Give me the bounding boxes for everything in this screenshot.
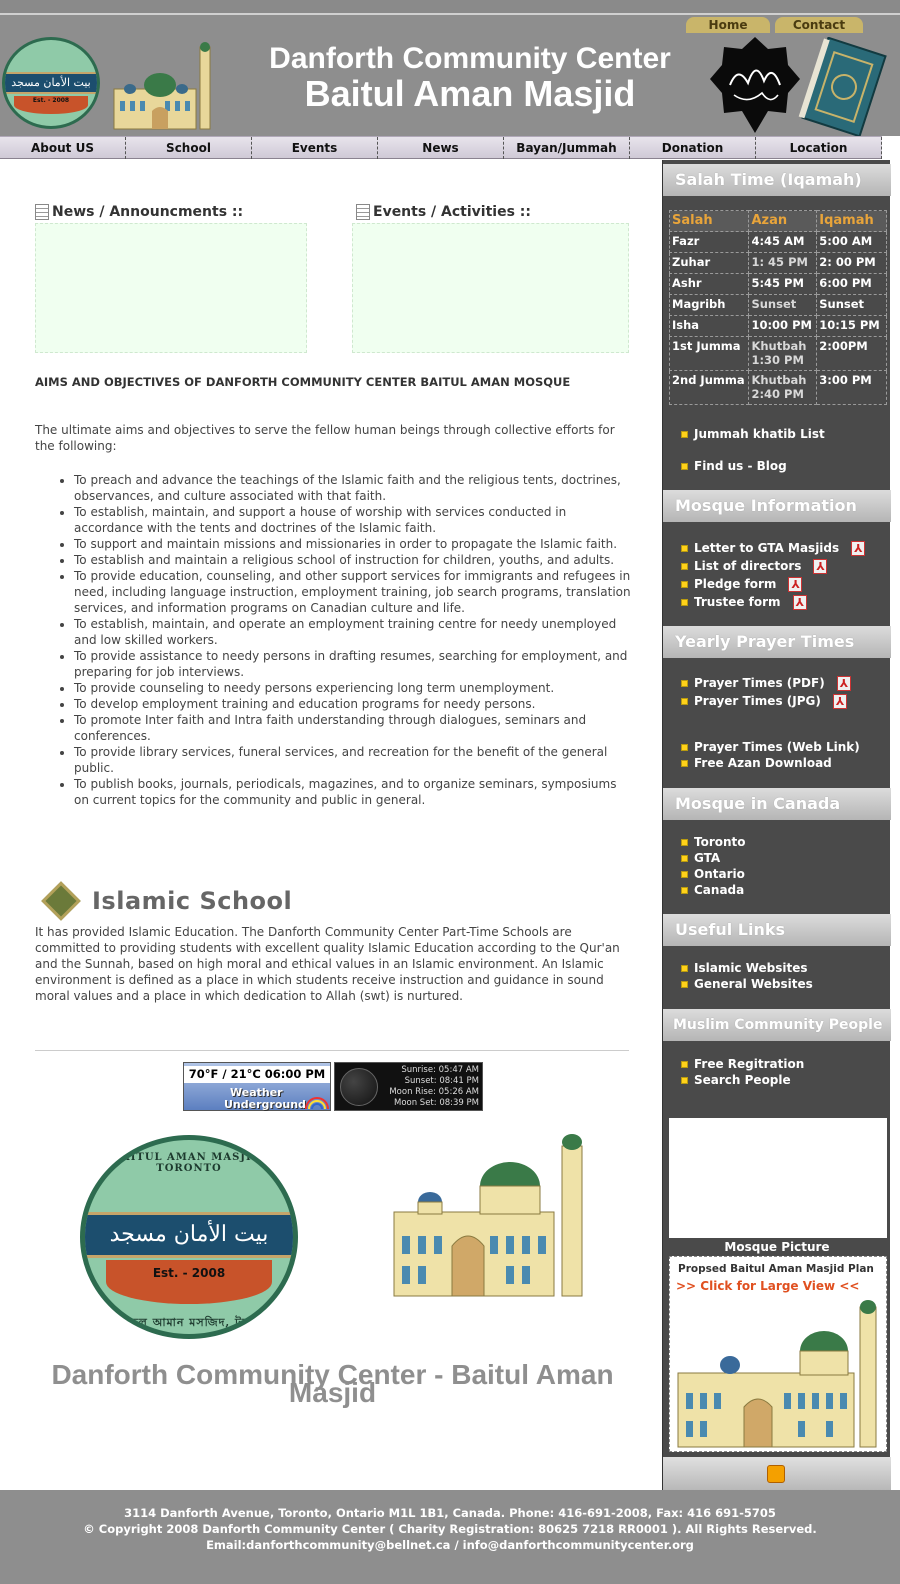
table-cell: 10:15 PM [817,316,887,337]
canada-canada-link[interactable] [681,882,744,898]
footer-email[interactable]: Email:danforthcommunity@bellnet.ca / info@danforthcommunitycenter.org [206,1538,694,1552]
table-cell: Sunset [817,295,887,316]
home-link[interactable]: Home [686,17,770,33]
weather-temp: 70°F / 21°C 06:00 PM [184,1066,330,1083]
moon-widget[interactable] [334,1062,483,1111]
table-row [670,371,887,405]
useful-links-heading: Useful Links [663,914,891,946]
table-cell: 10:00 PM [749,316,817,337]
bullet-icon [681,698,688,705]
table-cell: 3:00 PM [817,371,887,405]
bullet-icon [681,431,688,438]
table-cell: Isha [670,316,749,337]
side-link-label: Islamic Websites [694,961,808,975]
mosque-canada-heading: Mosque in Canada [663,788,891,820]
table-row [670,232,887,253]
table-cell: 4:45 AM [749,232,817,253]
header-seal-logo [2,37,100,129]
list-item: • To provide education, counseling, and other support services for immigrants and refugees in need, including language instruction, employment training, job search programs, translation services, and information programs on Canadian culture and life. [74,568,634,616]
bullet-icon [681,463,688,470]
list-item: • To provide assistance to needy persons in drafting resumes, searching for employment, and preparing for job interviews. [74,648,634,680]
find-us-blog-link[interactable] [681,458,787,474]
moonrise-time: Moon Rise: 05:26 AM [389,1087,479,1097]
mosque-info-heading: Mosque Information [663,490,891,522]
weather-brand [224,1087,306,1111]
table-row [670,211,887,232]
search-people-link[interactable] [681,1072,791,1088]
seal-est: Est. - 2008 [152,1266,226,1280]
side-link-label: Free Regitration [694,1057,805,1071]
list-item: • To provide counseling to needy persons experiencing long term unemployment. [74,680,634,696]
list-item: • To provide library services, funeral services, and recreation for the benefit of the general public. [74,744,634,776]
aims-title: AIMS AND OBJECTIVES OF DANFORTH COMMUNITY CENTER BAITUL AMAN MOSQUE [35,375,571,389]
pdf-icon [833,694,847,709]
side-link-label: Find us - Blog [694,459,787,473]
table-cell: Ashr [670,274,749,295]
side-link-label: Prayer Times (Web Link) [694,740,860,754]
plan-title: Propsed Baitul Aman Masjid Plan [678,1263,874,1275]
table-cell: Zuhar [670,253,749,274]
news-heading [35,204,243,220]
events-box[interactable] [352,223,629,353]
aims-intro: The ultimate aims and objectives to serve the fellow human beings through collective efforts for the following: [35,423,615,453]
side-link-label: Ontario [694,867,745,881]
side-link-label: Jummah khatib List [694,427,825,441]
prayer-times-pdf-link[interactable] [681,675,851,691]
nav-bayan-jummah[interactable]: Bayan/Jummah [504,137,630,159]
bullet-icon [681,965,688,972]
weather-widget[interactable] [183,1062,331,1111]
free-registration-link[interactable] [681,1056,804,1072]
events-heading [356,204,531,220]
header-mosque-illustration [110,41,214,131]
site-header [0,15,900,136]
list-item: • To establish, maintain, and operate an employment training centre for needy unemployed and low skilled workers. [74,616,634,648]
table-cell: 5:45 PM [749,274,817,295]
general-websites-link[interactable] [681,976,813,992]
bullet-icon [681,563,688,570]
bullet-icon [681,839,688,846]
table-cell: 2nd Jumma [670,371,749,405]
community-people-heading: Muslim Community People [663,1009,891,1041]
table-cell: Salah [670,211,749,232]
quran-icon [40,880,82,922]
main-content [0,160,662,1490]
events-heading-text: Events / Activities :: [373,204,531,220]
jummah-khatib-link[interactable] [681,426,825,442]
footer-address: 3114 Danforth Avenue, Toronto, Ontario M1L 1B1, Canada. Phone: 416-691-2008, Fax: 416 691-5705 [124,1506,776,1520]
list-item: • To develop employment training and education programs for needy persons. [74,696,634,712]
nav-about-us[interactable]: About US [0,137,126,159]
news-box[interactable] [35,223,307,353]
weather-brand-line2: Underground [224,1098,306,1111]
side-link-label: Free Azan Download [694,756,832,770]
pdf-icon [837,676,851,691]
large-seal-logo [80,1135,298,1339]
bullet-icon [681,599,688,606]
table-cell: Azan [749,211,817,232]
nav-location[interactable]: Location [756,137,882,159]
mosque-illustration [390,1126,590,1298]
canada-gta-link[interactable] [681,850,720,866]
moon-times [389,1065,479,1109]
quran-book-icon [798,37,890,137]
nav-events[interactable]: Events [252,137,378,159]
school-text: It has provided Islamic Education. The Danforth Community Center Part-Time Schools are committed to providing students with excellent quality Islamic Education according to the Qur'an and the Sunnah, based on high moral and ethical values in an Islamic environment. An Islamic environment is defined as a place in which students receive instruction and guidance in sound moral values and a place in which dedication to Allah (swt) is nurtured. [35,925,620,1003]
rss-icon[interactable] [767,1465,785,1483]
site-title-line1: Danforth Community Center [269,42,671,75]
aims-list [74,472,634,808]
divider [35,1050,629,1051]
side-link-label: GTA [694,851,721,865]
nav-school[interactable]: School [126,137,252,159]
side-link-label: Canada [694,883,745,897]
sunset-time: Sunset: 08:41 PM [404,1076,479,1086]
yearly-prayer-heading: Yearly Prayer Times [663,626,891,658]
table-cell: 5:00 AM [817,232,887,253]
news-heading-text: News / Announcments :: [52,204,244,220]
side-link-label: Prayer Times (JPG) [694,694,821,708]
bullet-icon [681,981,688,988]
seal-est: Est. - 2008 [32,97,70,104]
site-title-line2: Baitul Aman Masjid [304,73,636,114]
list-directors-link[interactable] [681,558,827,574]
top-links [686,17,868,33]
table-cell: Sunset [749,295,817,316]
side-link-label: Toronto [694,835,746,849]
side-link-label: Search People [694,1073,791,1087]
table-cell: 1st Jumma [670,337,749,371]
canada-toronto-link[interactable] [681,834,746,850]
table-cell: 1: 45 PM [749,253,817,274]
plan-mosque-illustration [674,1297,884,1449]
pledge-form-link[interactable] [681,576,802,592]
table-cell: Khutbah 1:30 PM [749,337,817,371]
free-azan-link[interactable] [681,755,832,771]
canada-ontario-link[interactable] [681,866,745,882]
pdf-icon [793,595,807,610]
calendar-icon [356,204,370,220]
weather-brand-line1: Weather [230,1086,283,1099]
bullet-icon [681,760,688,767]
nav-news[interactable]: News [378,137,504,159]
list-item: • To promote Inter faith and Intra faith understanding through dialogues, seminars and conferences. [74,712,634,744]
prayer-times-web-link[interactable] [681,739,860,755]
bullet-icon [681,545,688,552]
sunrise-time: Sunrise: 05:47 AM [401,1065,479,1075]
trustee-form-link[interactable] [681,594,807,610]
table-row [670,337,887,371]
seal-ring-bottom: বায়তুল আমান মসজিদ, টরন্টো [111,1316,267,1329]
seal-ring-top: BAITUL AMAN MASJID, TORONTO [112,1152,266,1174]
bullet-icon [681,1061,688,1068]
side-link-label: List of directors [694,559,802,573]
top-strip [0,0,900,15]
side-link-label: Letter to GTA Masjids [694,541,840,555]
nav-donation[interactable]: Donation [630,137,756,159]
bullet-icon [681,581,688,588]
footer-site-title: Danforth Community Center - Baitul Aman Masjid [51,1359,614,1408]
table-row [670,316,887,337]
table-cell: 2: 00 PM [817,253,887,274]
pdf-icon [851,541,865,556]
table-cell: Iqamah [817,211,887,232]
list-item: • To publish books, journals, periodicals, magazines, and to organize seminars, symposiums on current topics for the community and public in general. [74,776,634,808]
rainbow-icon [304,1089,330,1109]
calligraphy-emblem-icon [708,35,802,135]
table-cell: Magribh [670,295,749,316]
table-row [670,253,887,274]
footer-copyright: © Copyright 2008 Danforth Community Center ( Charity Registration: 80625 7218 RR0001 ). All Rights Reserved. [83,1522,817,1536]
table-cell: 2:00PM [817,337,887,371]
school-heading [40,880,292,922]
table-cell: Fazr [670,232,749,253]
list-item: • To support and maintain missions and missionaries in order to propagate the Islamic faith. [74,536,634,552]
bullet-icon [681,887,688,894]
side-link-label: Prayer Times (PDF) [694,676,825,690]
list-item: • To establish and maintain a religious school of instruction for children, youths, and adults. [74,552,634,568]
main-nav [0,136,882,159]
letter-gta-link[interactable] [681,540,865,556]
pdf-icon [788,577,802,592]
bullet-icon [681,871,688,878]
pdf-icon [813,559,827,574]
mosque-picture-label: Mosque Picture [724,1240,830,1254]
seal-arabic-band: بيت الأمان مسجد [80,1212,298,1258]
bullet-icon [681,1077,688,1084]
site-footer [0,1490,900,1584]
masjid-plan-box[interactable] [669,1256,887,1452]
table-row [670,295,887,316]
contact-link[interactable]: Contact [775,17,863,33]
seal-arabic-band: بيت الأمان مسجد [2,72,100,94]
mosque-picture-box[interactable] [669,1118,887,1238]
side-link-label: General Websites [694,977,813,991]
table-cell: 6:00 PM [817,274,887,295]
table-row [670,274,887,295]
table-cell: Khutbah 2:40 PM [749,371,817,405]
prayer-times-jpg-link[interactable] [681,693,847,709]
list-item: • To establish, maintain, and support a house of worship with services conducted in accordance with the tents and doctrines of the Islamic faith. [74,504,634,536]
document-icon [35,204,49,220]
right-sidebar [662,160,890,1490]
school-title: Islamic School [92,887,293,915]
islamic-websites-link[interactable] [681,960,808,976]
side-link-label: Trustee form [694,595,781,609]
bullet-icon [681,680,688,687]
bullet-icon [681,855,688,862]
moonset-time: Moon Set: 08:39 PM [393,1098,479,1108]
list-item: • To preach and advance the teachings of the Islamic faith and the religious tents, doctrines, observances, and culture associated with that faith. [74,472,634,504]
salah-table [669,210,887,405]
plan-large-view-link[interactable]: >> Click for Large View << [676,1279,860,1293]
moon-icon [340,1068,378,1106]
salah-time-heading: Salah Time (Iqamah) [663,164,891,196]
side-link-label: Pledge form [694,577,777,591]
bullet-icon [681,744,688,751]
